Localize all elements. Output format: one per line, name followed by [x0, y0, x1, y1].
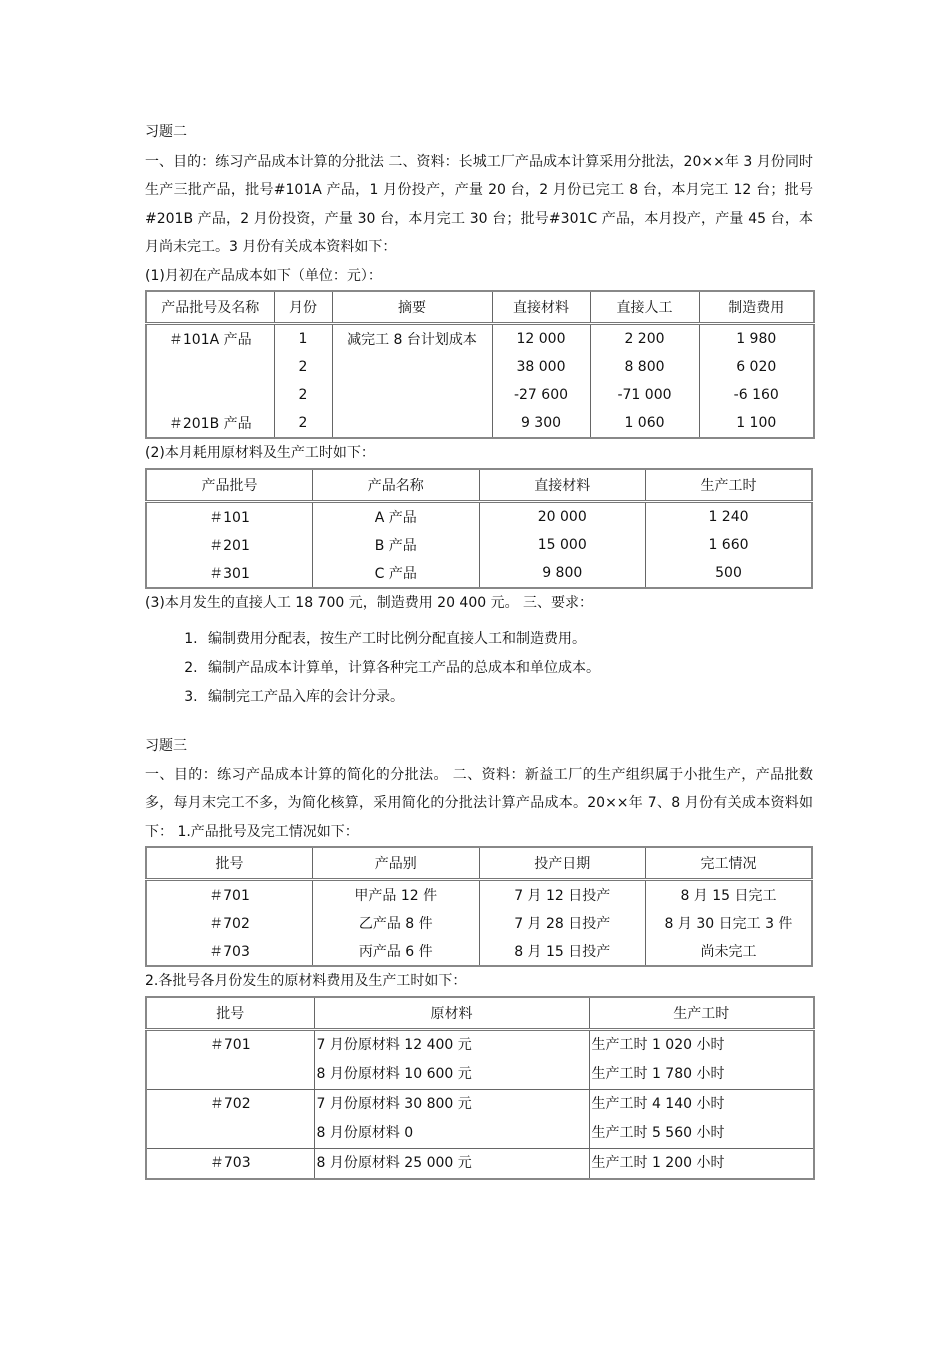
table-cell: 1 980 [699, 324, 814, 354]
table-cell: ＃201B 产品 [146, 409, 274, 438]
table-cell [146, 381, 274, 409]
exercise-2-description: 一、目的：练习产品成本计算的分批法 二、资料：长城工厂产品成本计算采用分批法，20××年 3 月份同时生产三批产品，批号#101A 产品，1 月份投产，产量 20 台，2 月份已完工 8 台，本月完工 12 台；批号#201B 产品，2 月份投资，产量 30 台，本月完工 30 台；批号#301C 产品，本月投产，产量 45 台，本月尚未完工。3 月份有关成本资料如下： [145, 153, 813, 255]
col-header: 制造费用 [699, 291, 814, 324]
batch-materials-hours-table [145, 996, 815, 1180]
table-cell [332, 353, 492, 381]
material-line: 8 月份原材料 10 600 元 [316, 1065, 472, 1082]
col-header: 月份 [274, 291, 332, 324]
col-header: 摘要 [332, 291, 492, 324]
table-row [146, 937, 812, 966]
table-cell: B 产品 [313, 531, 480, 559]
table-cell: 8 月 15 日完工 [646, 880, 813, 910]
table-3-text: (3)本月发生的直接人工 18 700 元，制造费用 20 400 元。 三、要求： [145, 594, 594, 611]
table-cell: 丙产品 6 件 [313, 937, 480, 966]
col-header: 完工情况 [646, 847, 813, 880]
col-header: 批号 [146, 997, 314, 1030]
table-cell [332, 381, 492, 409]
table-header-row [146, 997, 814, 1030]
col-header: 产品别 [313, 847, 480, 880]
material-line: 7 月份原材料 12 400 元 [316, 1036, 472, 1053]
document-page [145, 118, 813, 1180]
col-header: 产品批号及名称 [146, 291, 274, 324]
table-cell: 7 月 28 日投产 [479, 909, 646, 937]
table-header-row [146, 469, 812, 502]
table-cell: -71 000 [590, 381, 699, 409]
table-cell: ＃701 [146, 880, 313, 910]
table-cell: 500 [646, 559, 813, 588]
batch-cell: ＃703 [146, 1148, 314, 1179]
table-cell: 9 800 [479, 559, 646, 588]
materials-hours-table [145, 468, 813, 589]
table-cell: ＃702 [146, 909, 313, 937]
table-cell: 20 000 [479, 501, 646, 531]
table-cell: A 产品 [313, 501, 480, 531]
requirements-list [145, 625, 813, 712]
table-cell: ＃301 [146, 559, 313, 588]
hours-line: 生产工时 1 200 小时 [591, 1154, 725, 1171]
col-header: 直接材料 [479, 469, 646, 502]
table-cell: 9 300 [492, 409, 590, 438]
table-cell: 6 020 [699, 353, 814, 381]
hours-cell [589, 1029, 814, 1089]
table-cell: 1 060 [590, 409, 699, 438]
table-cell: 乙产品 8 件 [313, 909, 480, 937]
table-row [146, 1148, 814, 1179]
hours-line: 生产工时 1 780 小时 [591, 1065, 725, 1082]
material-line: 7 月份原材料 30 800 元 [316, 1095, 472, 1112]
materials-cell [314, 1029, 589, 1089]
hours-cell [589, 1089, 814, 1148]
table-row [146, 909, 812, 937]
table-cell: 8 月 30 日完工 3 件 [646, 909, 813, 937]
table-cell: C 产品 [313, 559, 480, 588]
hours-cell [589, 1148, 814, 1179]
table-header-row [146, 847, 812, 880]
batch-cell: ＃701 [146, 1029, 314, 1089]
hours-line: 生产工时 1 020 小时 [591, 1036, 725, 1053]
table-cell: 8 800 [590, 353, 699, 381]
table-cell: 38 000 [492, 353, 590, 381]
table-cell: ＃101 [146, 501, 313, 531]
table-row [146, 1029, 814, 1089]
table-cell: 2 [274, 353, 332, 381]
table-cell: ＃101A 产品 [146, 324, 274, 354]
list-item: 1. 编制费用分配表，按生产工时比例分配直接人工和制造费用。 [202, 625, 813, 654]
table-cell: 尚未完工 [646, 937, 813, 966]
list-item: 3. 编制完工产品入库的会计分录。 [202, 683, 813, 712]
table-header-row [146, 291, 814, 324]
table-cell: 8 月 15 日投产 [479, 937, 646, 966]
table-cell: 1 [274, 324, 332, 354]
opening-wip-cost-table [145, 290, 815, 439]
list-item: 2. 编制产品成本计算单，计算各种完工产品的总成本和单位成本。 [202, 654, 813, 683]
col-header: 直接人工 [590, 291, 699, 324]
table-cell [146, 353, 274, 381]
exercise-3-title: 习题三 [145, 738, 187, 754]
table-cell: -6 160 [699, 381, 814, 409]
table-cell: 7 月 12 日投产 [479, 880, 646, 910]
material-line: 8 月份原材料 0 [316, 1124, 414, 1141]
table-cell: -27 600 [492, 381, 590, 409]
table-row [146, 501, 812, 531]
table-1-caption: (1)月初在产品成本如下（单位：元）： [145, 267, 382, 284]
col-header: 生产工时 [646, 469, 813, 502]
table-4-caption: 2.各批号各月份发生的原材料费用及生产工时如下： [145, 973, 467, 989]
table-cell: 2 [274, 409, 332, 438]
col-header: 原材料 [314, 997, 589, 1030]
table-row [146, 353, 814, 381]
col-header: 直接材料 [492, 291, 590, 324]
table-cell: 减完工 8 台计划成本 [332, 324, 492, 354]
hours-line: 生产工时 5 560 小时 [591, 1124, 725, 1141]
exercise-3-description: 一、目的：练习产品成本计算的简化的分批法。 二、资料：新益工厂的生产组织属于小批生产，产品批数多，每月末完工不多，为简化核算，采用简化的分批法计算产品成本。20××年 7、8 月份有关成本资料如下： 1.产品批号及完工情况如下： [145, 766, 813, 840]
table-cell: ＃703 [146, 937, 313, 966]
batch-completion-table [145, 846, 813, 967]
table-cell: ＃201 [146, 531, 313, 559]
table-cell: 1 240 [646, 501, 813, 531]
table-cell: 1 660 [646, 531, 813, 559]
col-header: 产品名称 [313, 469, 480, 502]
exercise-2-title: 习题二 [145, 124, 187, 140]
table-row [146, 559, 812, 588]
table-cell: 甲产品 12 件 [313, 880, 480, 910]
col-header: 批号 [146, 847, 313, 880]
col-header: 生产工时 [589, 997, 814, 1030]
table-cell: 2 [274, 381, 332, 409]
table-cell: 15 000 [479, 531, 646, 559]
batch-cell: ＃702 [146, 1089, 314, 1148]
table-row [146, 1089, 814, 1148]
materials-cell [314, 1089, 589, 1148]
col-header: 产品批号 [146, 469, 313, 502]
table-cell: 12 000 [492, 324, 590, 354]
col-header: 投产日期 [479, 847, 646, 880]
table-cell: 1 100 [699, 409, 814, 438]
table-cell [332, 409, 492, 438]
table-row [146, 324, 814, 354]
table-row [146, 409, 814, 438]
table-row [146, 880, 812, 910]
table-row [146, 381, 814, 409]
hours-line: 生产工时 4 140 小时 [591, 1095, 725, 1112]
table-cell: 2 200 [590, 324, 699, 354]
material-line: 8 月份原材料 25 000 元 [316, 1154, 472, 1171]
materials-cell [314, 1148, 589, 1179]
table-2-caption: (2)本月耗用原材料及生产工时如下： [145, 445, 375, 461]
table-row [146, 531, 812, 559]
